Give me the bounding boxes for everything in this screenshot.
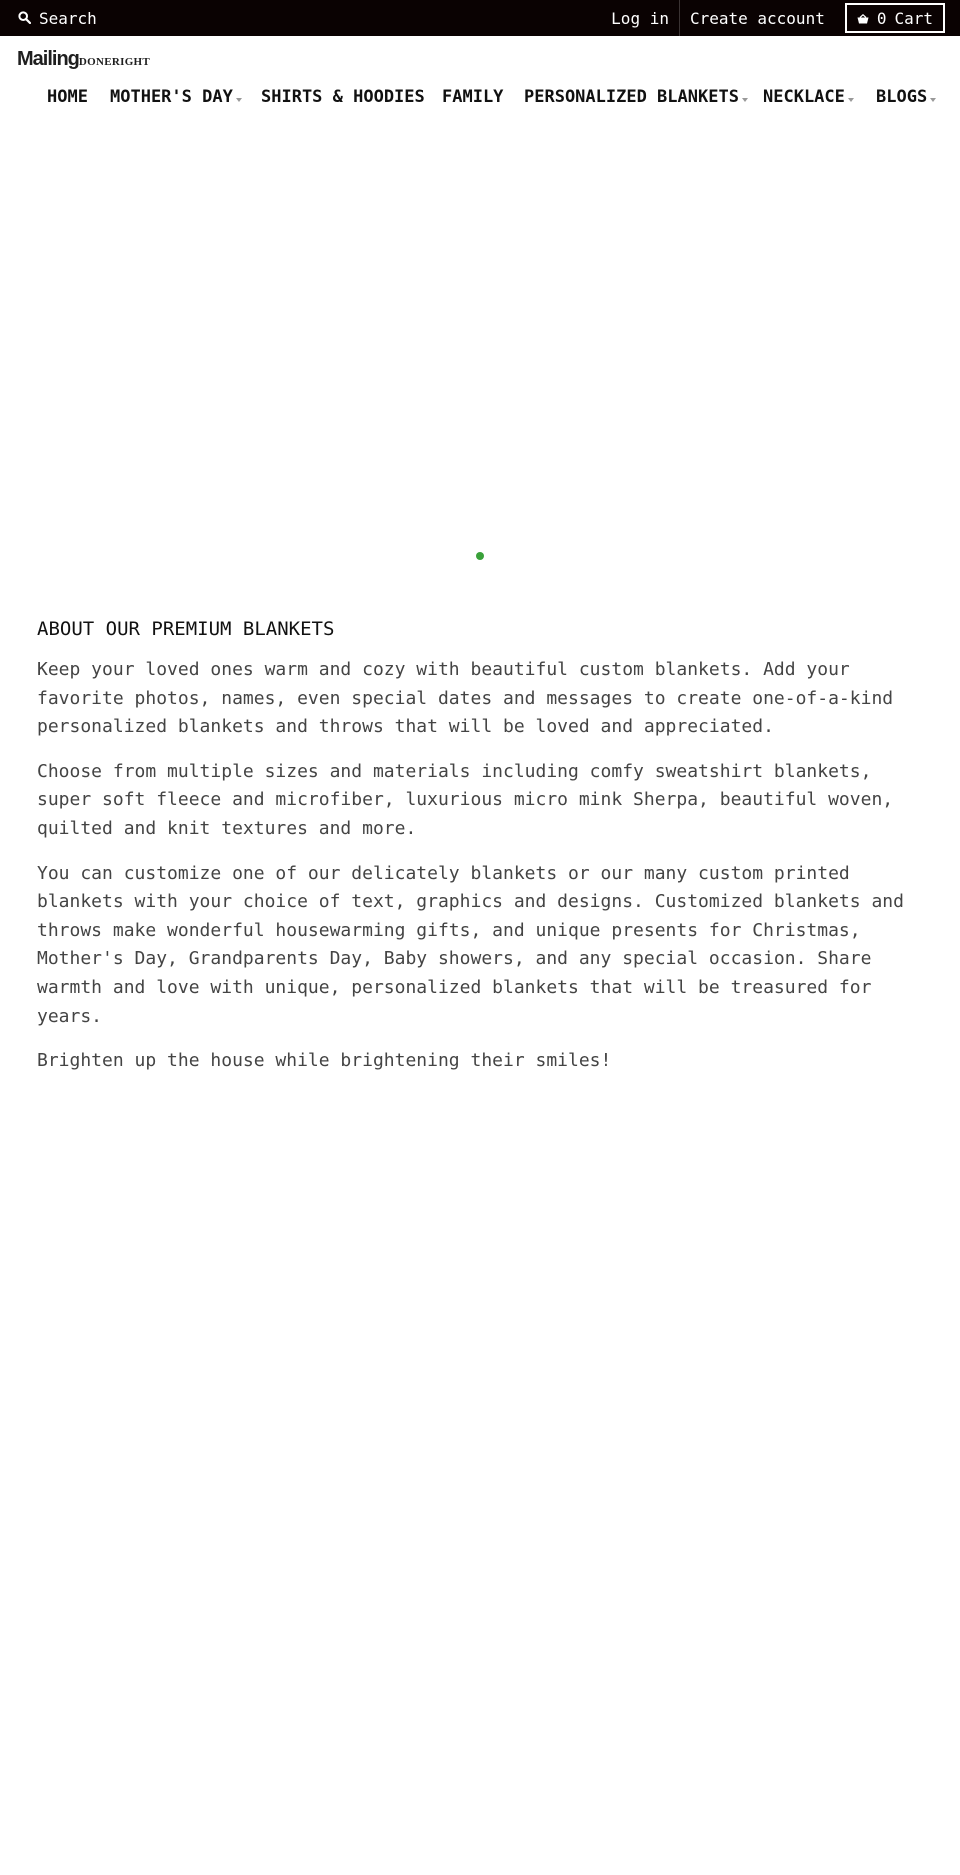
nav-label: SHIRTS & HOODIES <box>261 87 425 107</box>
logo-sub-text: DONERIGHT <box>78 56 151 68</box>
search-button[interactable] <box>18 0 97 36</box>
account-links <box>601 0 945 36</box>
nav-item-home[interactable] <box>47 84 88 110</box>
chevron-down-icon <box>742 98 748 102</box>
site-logo[interactable] <box>17 48 150 71</box>
search-label: Search <box>39 8 97 28</box>
search-icon <box>18 9 31 28</box>
logo-main-text: Mailing <box>17 48 79 70</box>
chevron-down-icon <box>848 98 854 102</box>
nav-label: MOTHER'S DAY <box>110 87 233 107</box>
basket-icon <box>857 9 869 28</box>
about-paragraph: You can customize one of our delicately blankets or our many custom printed blankets with your choice of text, graphics and designs. Customized blankets and throws make wonderful housewarming gifts, and unique presents for Christmas, Mother's Day, Grandparents Day, Baby showers, and any special occasion. Share warmth and love with unique, personalized blankets that will be treasured for years. <box>37 862 904 1027</box>
nav-label: BLOGS <box>876 87 928 107</box>
top-bar <box>0 0 960 36</box>
about-paragraph: Choose from multiple sizes and materials including comfy sweatshirt blankets, super soft fleece and microfiber, luxurious micro mink Sherpa, beautiful woven, quilted and knit textures and more. <box>37 760 894 839</box>
nav-label: HOME <box>47 87 88 107</box>
slider-dot-active[interactable] <box>476 552 484 560</box>
chevron-down-icon <box>930 98 936 102</box>
nav-item-mothers-day[interactable] <box>110 84 242 110</box>
nav-label: NECKLACE <box>763 87 845 107</box>
about-paragraph: Keep your loved ones warm and cozy with beautiful custom blankets. Add your favorite photos, names, even special dates and messages to create one-of-a-kind personalized blankets and throws that will be loved and appreciated. <box>37 659 894 738</box>
hero-slideshow <box>0 122 960 562</box>
nav-item-family[interactable] <box>442 84 503 110</box>
nav-item-shirts-hoodies[interactable] <box>261 84 425 110</box>
create-account-link[interactable]: Create account <box>689 8 825 28</box>
cart-button[interactable] <box>845 3 945 33</box>
login-link[interactable]: Log in <box>611 8 669 28</box>
nav-item-personalized-blankets[interactable] <box>524 84 748 110</box>
nav-item-necklace[interactable] <box>763 84 854 110</box>
nav-label: PERSONALIZED BLANKETS <box>524 87 739 107</box>
cart-label: Cart <box>894 8 933 28</box>
nav-label: FAMILY <box>442 87 504 107</box>
chevron-down-icon <box>236 98 242 102</box>
about-paragraph: Brighten up the house while brightening their smiles! <box>37 1050 612 1072</box>
main-navigation <box>0 84 960 110</box>
nav-item-blogs[interactable] <box>876 84 936 110</box>
section-title: ABOUT OUR PREMIUM BLANKETS <box>37 618 335 640</box>
about-section <box>37 616 923 1092</box>
cart-count: 0 <box>876 8 887 28</box>
